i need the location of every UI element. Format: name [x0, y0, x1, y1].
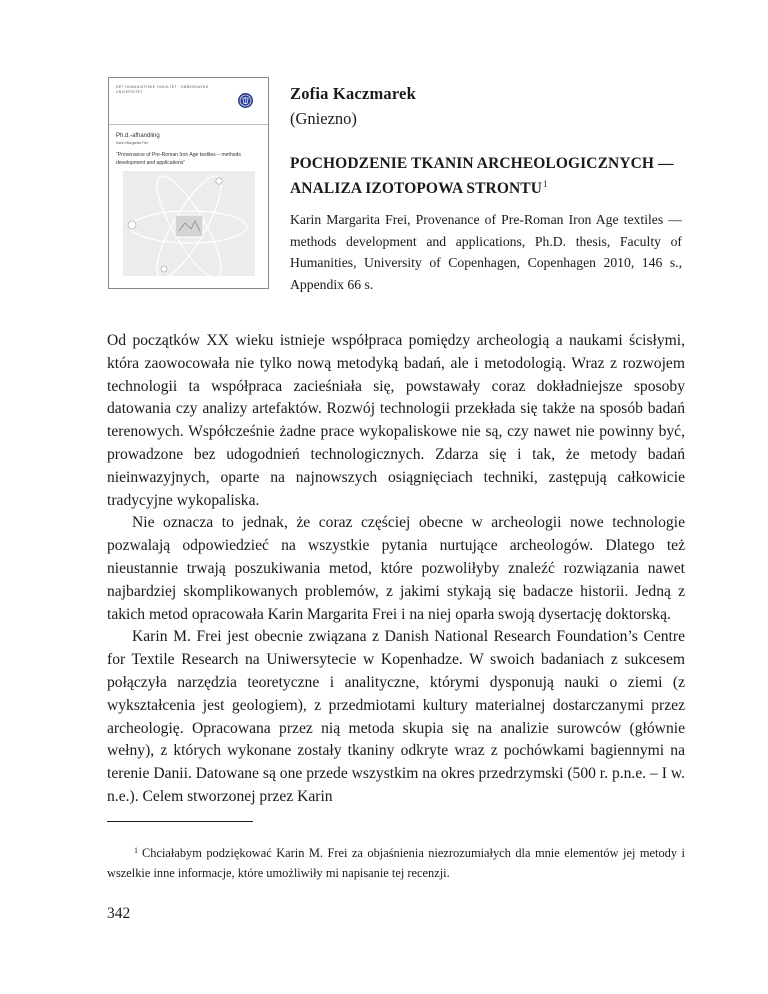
footnote	[107, 841, 685, 883]
cover-atom-illustration	[123, 171, 255, 276]
electron-top	[216, 178, 222, 184]
footnote-ref: 1	[543, 179, 548, 189]
body-text	[107, 330, 685, 809]
electron-bottom	[161, 266, 167, 272]
author-name: Zofia Kaczmarek	[290, 84, 416, 103]
university-seal-icon	[238, 93, 253, 108]
footnote-marker: 1	[134, 846, 138, 855]
book-cover	[108, 77, 269, 289]
nucleus-textile-photo	[175, 215, 203, 237]
electron-left	[128, 221, 136, 229]
footnote-divider	[107, 821, 253, 822]
reviewed-work-citation: Karin Margarita Frei, Provenance of Pre-Roman Iron Age textiles — methods development and applications, Ph.D. thesis, Faculty of Humanities, University of Copenhagen, Copenhagen 2010, 146 s., Appendix 66 s.	[290, 212, 682, 292]
paragraph: Od początków XX wieku istnieje współpraca pomiędzy archeologią a naukami ścisłymi, która zaowocowała nie tylko nową metodyką badań, ale i metodologią. Wraz z rozwojem technologii ta współpraca zacieśniała się, powstawały coraz dokładniejsze sposoby datowania czy analizy artefaktów. Rozwój technologii przekłada się także na sposób badań terenowych. Współcześnie żadne prace wykopaliskowe nie są, czy nawet nie powinny być, prowadzone bez udogodnień technologicznych. Zdarza się i tak, że metody badań nieinwazyjnych, oparte na najnowszych osiągnięciach techniki, zastępują całkowicie tradycyjne wykopaliska.	[107, 332, 685, 509]
review-title	[290, 153, 680, 199]
cover-author: Karin Margarita Frei	[116, 141, 148, 145]
cover-header-band	[109, 78, 268, 125]
paragraph: Nie oznacza to jednak, że coraz częściej obecne w archeologii nowe technologie pozwalają odpowiedzieć na wszystkie pytania nurtujące archeologów. Dlatego też nieustannie trwają poszukiwania metod, które pozwoliłyby znaleźć rozwiązania nawet najbardziej skomplikowanych problemów, z jakimi stykają się badacze historii. Jedną z takich metod opracowała Karin Margarita Frei i na niej oparła swoją dysertację doktorską.	[107, 514, 685, 623]
cover-university: DET HUMANISTISKE FAKULTET · KØBENHAVNS UNIVERSITET	[116, 85, 209, 94]
cover-title: “Provenance of Pre-Roman Iron Age textiles – methods development and applications”	[116, 152, 241, 166]
review-title-text: POCHODZENIE TKANIN ARCHEOLOGICZNYCH — ANALIZA IZOTOPOWA STRONTU	[290, 155, 674, 197]
paragraph: Karin M. Frei jest obecnie związana z Danish National Research Foundation’s Centre for Textile Research na Uniwersytecie w Kopenhadze. W swoich badaniach z sukcesem połączyła narzędzia teoretyczne i analityczne, którymi dysponują nauki o ziemi (z wykształcenia jest geologiem), z przedmiotami kultury materialnej dostarczanymi przez archeologię. Opracowana przez nią metoda skupia się na analizie surowców (głównie wełny), z których wykonane zostały tkaniny odkryte wraz z pochówkami bagiennymi na terenie Danii. Datowane są one przede wszystkim na okres przedrzymski (500 r. p.n.e. – I w. n.e.). Celem stworzonej przez Karin	[107, 628, 685, 805]
footnote-text: Chciałabym podziękować Karin M. Frei za objaśnienia niezrozumiałych dla mnie elementów jej metody i wszelkie inne informacje, które umożliwiły mi napisanie tej recenzji.	[107, 846, 685, 880]
page-number: 342	[107, 905, 131, 922]
author-city: (Gniezno)	[290, 109, 357, 128]
cover-thesis-type: Ph.d.-afhandling	[116, 133, 160, 139]
